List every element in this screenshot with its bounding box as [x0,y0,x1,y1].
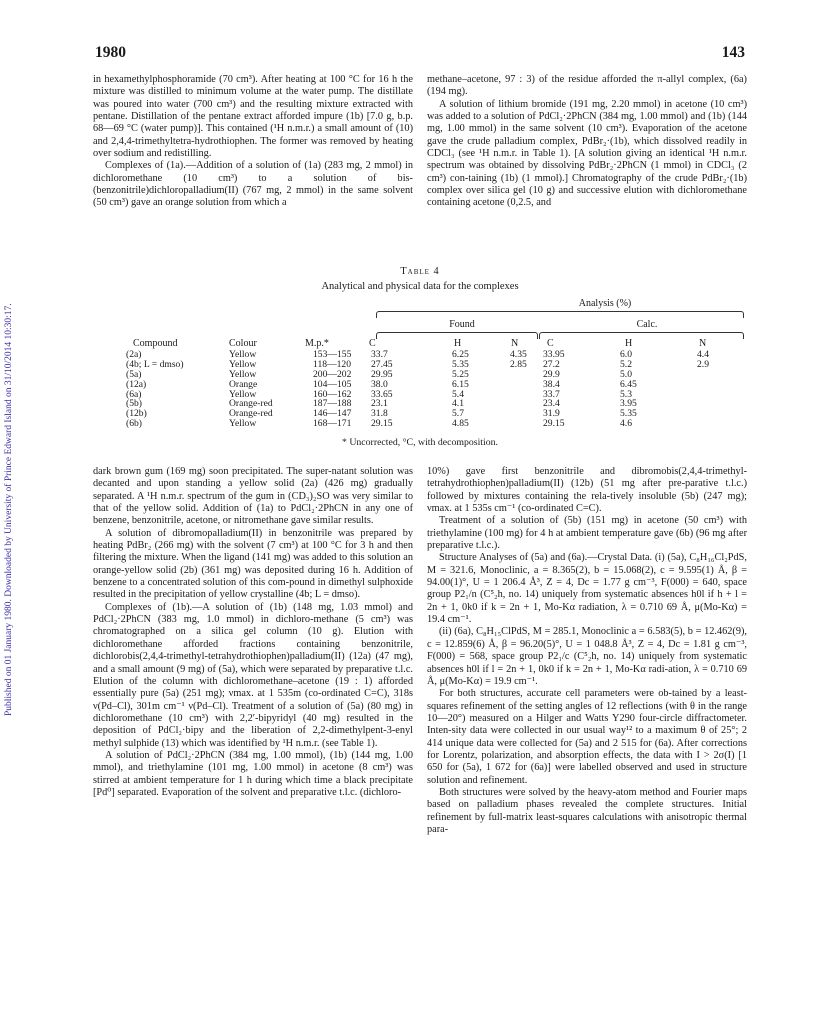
cell-found-c: 27.45 [371,358,393,370]
analysis-brace [376,311,744,318]
cell-mp: 200—202 [313,368,352,380]
cell-colour: Orange [229,378,258,390]
cell-calc-h: 6.45 [620,378,637,390]
cell-mp: 187—188 [313,398,352,410]
cell-colour: Orange-red [229,408,273,420]
cell-colour: Yellow [229,368,257,380]
cell-compound: (12b) [126,408,147,420]
col-calc-h: H [625,338,633,349]
calc-brace [539,332,744,339]
right-column-top [427,74,747,210]
table-body [93,350,747,429]
cell-calc-h: 4.6 [620,418,632,430]
cell-found-h: 5.4 [452,388,464,400]
cell-mp: 146—147 [313,408,352,420]
cell-calc-c: 33.95 [543,349,565,360]
table-row [93,419,747,429]
cell-found-c: 31.8 [371,408,388,420]
col-calc-c: C [547,338,554,349]
left-column-bottom [93,466,413,799]
paragraph: 10%) gave first benzonitrile and dibromobis(2,4,4-trimethyl-tetrahydrothiophen)palladium(II) (12b) (51 mg after pre-parative t.l.c.) followed by mixtures containing the rela-tively insoluble (5b) (247 mg); νmax. at 1 535s cm⁻¹ (co-ordinated C=C). [427,466,747,515]
cell-calc-c: 29.9 [543,368,560,380]
cell-compound: (6b) [126,418,142,430]
cell-found-h: 6.25 [452,349,469,360]
cell-compound: (6a) [126,388,142,400]
cell-calc-h: 5.0 [620,368,632,380]
cell-colour: Yellow [229,349,257,360]
paragraph: Structure Analyses of (5a) and (6a).—Crystal Data. (i) (5a), C₈H₁₆Cl₂PdS, M = 321.6, Monoclinic, a = 8.365(2), b = 15.068(2), c = 9.595(1) Å, β = 94.00(1)°, U = 1 206.4 Å³, Z = 4, Dc = 1.77 g cm⁻³, F(000) = 640, space group P2₁/n (C⁵₂h, no. 14) uniquely from systematic absences h0l if h + l = 2n + 1, 0k0 if k = 2n + 1, Mo-Kα radiation, λ = 0.710 69 Å, μ(Mo-Kα) = 19.4 cm⁻¹. [427,552,747,626]
cell-found-c: 29.15 [371,418,393,430]
cell-mp: 104—105 [313,378,352,390]
cell-found-h: 4.85 [452,418,469,430]
cell-colour: Yellow [229,388,257,400]
paragraph: A solution of dibromopalladium(II) in benzonitrile was prepared by heating PdBr₂ (266 mg) with the solvent (7 cm³) at 100 °C for 3 h and then filtering the mixture. When the ligand (141 mg) was added to this solution an orange-yellow solid (2b) (361 mg) was deposited during 16 h. Addition of benzene to a concentrated solution of this com-pound in dimethyl sulphoxide resulted in the precipitation of yellow crystalline (4b; L = dmso). [93,527,413,601]
cell-calc-c: 38.4 [543,378,560,390]
table-row [93,399,747,409]
table-row [93,380,747,390]
table-row [93,350,747,360]
cell-mp: 153—155 [313,349,352,360]
page-year: 1980 [95,44,126,61]
cell-found-n: 4.35 [510,349,527,360]
cell-calc-h: 3.95 [620,398,637,410]
calc-label: Calc. [636,319,658,330]
publication-side-note: Published on 01 January 1980. Downloaded by University of Prince Edward Island on 31/10/2014 10:30:17. [4,303,14,717]
table-row [93,390,747,400]
table-title: Table 4 [400,266,440,277]
cell-calc-n: 4.4 [697,349,709,360]
paragraph: Treatment of a solution of (5b) (151 mg) in acetone (50 cm³) with triethylamine (100 mg) for 4 h at ambient temperature gave (6b) (96 mg after preparative t.l.c.). [427,515,747,552]
cell-found-c: 23.1 [371,398,388,410]
cell-calc-c: 27.2 [543,358,560,370]
analysis-label: Analysis (%) [578,298,632,309]
col-found-c: C [369,338,376,349]
table-4 [93,266,747,456]
paragraph: in hexamethylphosphoramide (70 cm³). After heating at 100 °C for 16 h the mixture was distilled to minimum volume at the water pump. The distillate was poured into water (700 cm³) and the resulting mixture extracted with pentane. Distillation of the pentane extract afforded impure (1b) [7.0 g, b.p. 68—69 °C (water pump)]. This contained (¹H n.m.r.) a small amount of (10) and 2,4,4-trimethyltetra-hydrothiophen. The former was removed by heating over sodium and redistilling. [93,74,413,160]
cell-compound: (5b) [126,398,142,410]
found-label: Found [449,319,475,330]
paragraph: A solution of PdCl₂·2PhCN (384 mg, 1.00 mmol), (1b) (144 mg, 1.00 mmol), and triethylamine (101 mg, 1.00 mmol) in acetone (8 cm³) was stirred at ambient temperature for 1 h during which time a black precipitate [Pd⁰] separated. Evaporation of the solvent and preparative t.l.c. (dichloro- [93,749,413,798]
paragraph: (ii) (6a), C₈H₁₅ClPdS, M = 285.1, Monoclinic a = 6.583(5), b = 12.462(9), c = 12.859(6) Å, β = 96.20(5)°, U = 1 048.8 Å³, Z = 4, Dc = 1.81 g cm⁻³, F(000) = 568, space group P2₁/c (C⁵₂h, no. 14) uniquely from systematic absences h0l if l = 2n + 1, 0k0 if k = 2n + 1, Mo-Kα radi-ation, λ = 0.710 69 Å, μ(Mo-Kα) = 19.9 cm⁻¹. [427,626,747,687]
cell-compound: (12a) [126,378,147,390]
cell-calc-c: 33.7 [543,388,560,400]
cell-found-h: 4.1 [452,398,464,410]
col-calc-n: N [699,338,707,349]
cell-found-n: 2.85 [510,358,527,370]
col-colour: Colour [229,338,257,349]
cell-mp: 118—120 [313,358,352,370]
cell-calc-n: 2.9 [697,358,709,370]
table-row [93,370,747,380]
paragraph: Both structures were solved by the heavy-atom method and Fourier maps based on palladium phases revealed the complete structures. Initial refinement by full-matrix least-squares calculations with anisotropic thermal para- [427,786,747,835]
col-found-h: H [454,338,462,349]
cell-found-c: 29.95 [371,368,393,380]
cell-colour: Yellow [229,418,257,430]
col-found-n: N [511,338,519,349]
table-caption: Analytical and physical data for the complexes [321,281,519,292]
paragraph: A solution of lithium bromide (191 mg, 2.20 mmol) in acetone (10 cm³) was added to a solution of PdCl₂·2PhCN (384 mg, 1.00 mmol) and (1b) (144 mg, 1.00 mmol) in the same solvent (10 cm³). Evaporation of the acetone gave the crude palladium complex, PdBr₂·(1b), which dissolved readily in CDCl₃ (see ¹H n.m.r. in Table 1). [A solution giving an identical ¹H n.m.r. spectrum was obtained by dissolving PdBr₂·2PhCN (1 mmol) in CDCl₃ (2 cm³) con-taining (1b) (1 mmol).] Chromatography of the crude PdBr₂·(1b) complex over silica gel (10 g) and successive elution with dichloromethane containing acetone (0,2.5, and [427,98,747,209]
cell-colour: Yellow [229,358,257,370]
cell-found-c: 33.7 [371,349,388,360]
cell-calc-c: 23.4 [543,398,560,410]
right-column-bottom [427,466,747,836]
col-mp: M.p.* [305,338,329,349]
cell-found-h: 6.15 [452,378,469,390]
cell-compound: (4b; L = dmso) [126,358,184,370]
paragraph: Complexes of (1b).—A solution of (1b) (148 mg, 1.03 mmol) and PdCl₂·2PhCN (383 mg, 1.0 mmol) in dichloro-methane (5 cm³) was chromatographed on a silica gel column (10 g). Elution with dichloromethane afforded fractions containing benzonitrile, dichlorobis(2,4,4-trimethyl-tetrahydrothiophen)palladium(II) (12a) (47 mg), and a small amount (9 mg) of (5a), which were separated by preparative t.l.c. Elution of the column with dichloromethane–acetone (19 : 1) afforded essentially pure (5a) (251 mg); νmax. at 1 535m (co-ordinated C=C), 318s ν(Pd–Cl), 301m cm⁻¹ ν(Pd–Cl). Treatment of a solution of (5a) (80 mg) in dichloromethane (10 cm³) with 2,2′-bipyridyl (40 mg) resulted in the deposition of PdCl₂·bipy and the liberation of 2,2-dimethylpent-3-enyl methyl sulphide (13) which was identified by ¹H n.m.r. (see Table 1). [93,601,413,749]
cell-mp: 168—171 [313,418,352,430]
page-header [95,44,745,66]
left-column-top [93,74,413,210]
table-footnote: * Uncorrected, °C, with decomposition. [341,437,498,448]
table-row [93,360,747,370]
cell-found-h: 5.35 [452,358,469,370]
cell-colour: Orange-red [229,398,273,410]
cell-calc-h: 5.3 [620,388,632,400]
cell-compound: (5a) [126,368,142,380]
cell-found-h: 5.25 [452,368,469,380]
paragraph: For both structures, accurate cell parameters were ob-tained by a least-squares refinement of the setting angles of 12 reflections (with θ in the range 10—20°) measured on a Hilger and Watts Y290 four-circle diffractometer. Inten-sity data were collected in our usual way¹² to a maximum θ of 25°; 2 414 unique data were collected for (5a) and 2 515 for (6a). After corrections for Lorentz, polarization, and absorption effects, the data with I > 2σ(I) [1 650 for (5a), 1 672 for (6a)] were labelled observed and used in structure solution and refinement. [427,688,747,786]
cell-calc-h: 5.2 [620,358,632,370]
cell-compound: (2a) [126,349,142,360]
paragraph: dark brown gum (169 mg) soon precipitated. The super-natant solution was decanted and upon standing a yellow solid (2a) (426 mg) gradually separated. A ¹H n.m.r. spectrum of the gum in (CD₃)₂SO was very similar to that of the yellow solid. Addition of (1a) to PdCl₂·2PhCN in any one of benzene, benzonitrile, acetone, or nitromethane gave similar results. [93,466,413,527]
page-number: 143 [721,44,745,61]
cell-calc-h: 5.35 [620,408,637,420]
paragraph: Complexes of (1a).—Addition of a solution of (1a) (283 mg, 2 mmol) in dichloromethane (10 cm³) to a solution of bis-(benzonitrile)dichloropalladium(II) (767 mg, 2 mmol) in the same solvent (50 cm³) gave an orange solution from which a [93,160,413,209]
cell-found-c: 33.65 [371,388,393,400]
cell-calc-h: 6.0 [620,349,632,360]
cell-calc-c: 31.9 [543,408,560,420]
cell-calc-c: 29.15 [543,418,565,430]
cell-found-c: 38.0 [371,378,388,390]
table-row [93,409,747,419]
cell-found-h: 5.7 [452,408,464,420]
cell-mp: 160—162 [313,388,352,400]
paragraph: methane–acetone, 97 : 3) of the residue afforded the π-allyl complex, (6a) (194 mg). [427,74,747,98]
col-compound: Compound [133,338,178,349]
